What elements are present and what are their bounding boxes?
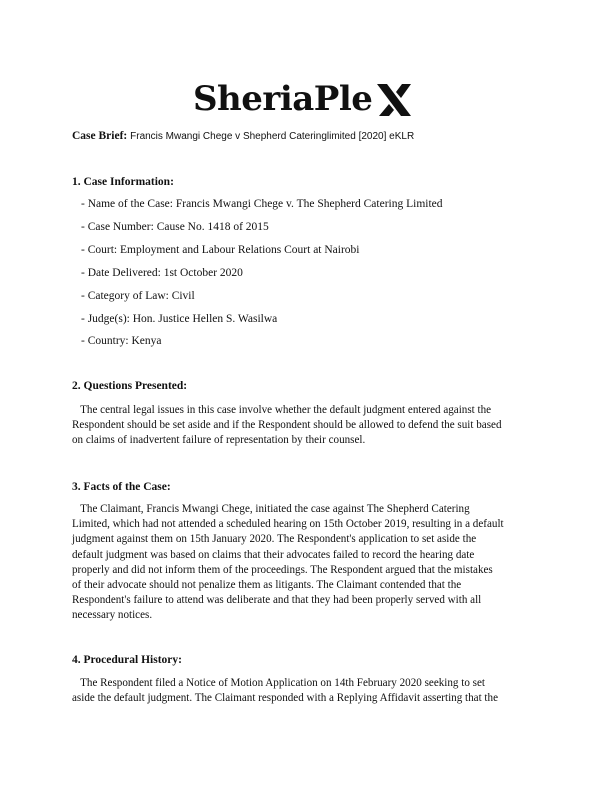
- section-heading-questions-presented: 2. Questions Presented:: [72, 380, 188, 392]
- sheriaplex-logo: [193, 76, 423, 122]
- paragraph-line: judgment against them on 15th January 2020. The Respondent's application to set aside the: [72, 533, 477, 546]
- case-info-item: - Case Number: Cause No. 1418 of 2015: [81, 221, 269, 233]
- paragraph-line: Limited, which had not attended a scheduled hearing on 15th October 2019, resulting in a default: [72, 518, 504, 531]
- section-heading-case-information: 1. Case Information:: [72, 176, 174, 188]
- procedural-history-paragraph: [72, 676, 544, 706]
- paragraph-line: The central legal issues in this case involve whether the default judgment entered against the: [72, 404, 492, 416]
- paragraph-line: properly and did not inform them of the proceedings. The Respondent argued that the mistakes: [72, 563, 493, 576]
- paragraph-line: default judgment was based on claims that their advocates failed to record the hearing date: [72, 548, 475, 561]
- case-brief-label: Case Brief:: [72, 130, 128, 142]
- case-info-item: - Date Delivered: 1st October 2020: [81, 267, 243, 279]
- paragraph-line: on claims of inadvertent failure of representation by their counsel.: [72, 434, 366, 447]
- paragraph-line: aside the default judgment. The Claimant responded with a Replying Affidavit asserting that the: [72, 692, 498, 705]
- case-info-item: - Category of Law: Civil: [81, 290, 195, 302]
- logo-x-mark-icon: [375, 82, 413, 118]
- facts-paragraph: [72, 502, 544, 624]
- paragraph-line: The Claimant, Francis Mwangi Chege, initiated the case against The Shepherd Catering: [72, 503, 470, 515]
- questions-presented-paragraph: [72, 403, 544, 449]
- case-brief-title: Francis Mwangi Chege v Shepherd Cateringlimited [2020] eKLR: [130, 131, 415, 142]
- case-info-item: - Judge(s): Hon. Justice Hellen S. Wasilwa: [81, 313, 278, 325]
- paragraph-line: Respondent should be set aside and if the Respondent should be allowed to defend the suit based: [72, 419, 502, 432]
- paragraph-line: The Respondent filed a Notice of Motion Application on 14th February 2020 seeking to set: [72, 677, 485, 689]
- case-brief-line: [72, 130, 414, 142]
- section-heading-procedural-history: 4. Procedural History:: [72, 654, 182, 666]
- case-info-item: - Court: Employment and Labour Relations Court at Nairobi: [81, 244, 360, 256]
- paragraph-line: Respondent's failure to attend was deliberate and that they had been properly served with all: [72, 594, 482, 607]
- logo-wordmark: SheriaPle: [193, 79, 373, 119]
- paragraph-line: necessary notices.: [72, 609, 153, 622]
- case-info-item: - Name of the Case: Francis Mwangi Chege v. The Shepherd Catering Limited: [81, 198, 443, 210]
- paragraph-line: of their advocate should not penalize them as litigants. The Claimant contended that the: [72, 579, 462, 592]
- section-heading-facts: 3. Facts of the Case:: [72, 481, 171, 493]
- case-info-item: - Country: Kenya: [81, 335, 162, 347]
